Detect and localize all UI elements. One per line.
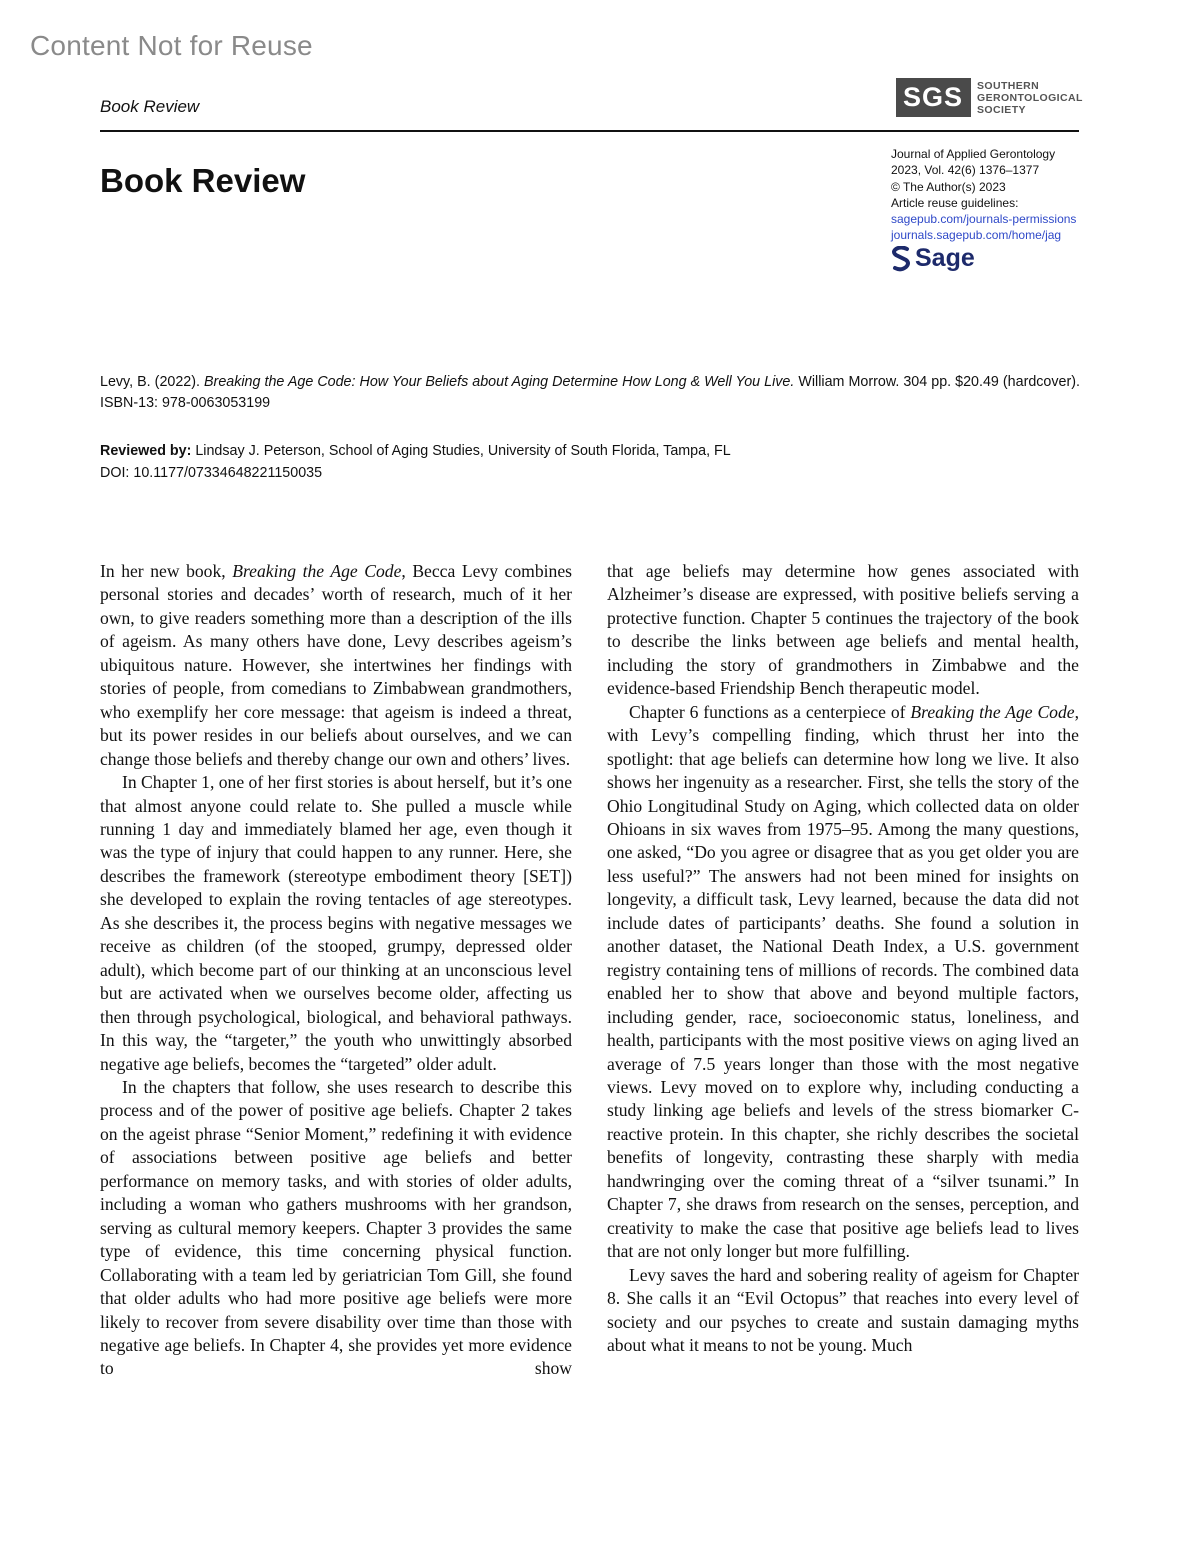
paragraph-1-text-b: , Becca Levy combines personal stories and decades’ worth of research, much of it her own, to give readers something more than a description of the ills of ageism. As many others have done, Levy describes ageism’s ubiquitous nature. However, she intertwines her findings with stories of people, from comedians to Zimbabwean grandmothers, who exemplify her core message: that ageism is indeed a threat, but its power resides in our beliefs about ourselves, and we can change those beliefs and thereby change our own and others’ lives. <box>100 561 572 769</box>
watermark-text: Content Not for Reuse <box>30 30 313 61</box>
header-rule <box>100 130 1079 132</box>
society-logo-line2: GERONTOLOGICAL <box>977 91 1083 104</box>
journal-name: Journal of Applied Gerontology <box>891 147 1056 161</box>
doi[interactable]: DOI: 10.1177/07334648221150035 <box>100 465 323 481</box>
reviewer-label: Reviewed by: <box>100 443 192 459</box>
sage-s-icon <box>891 246 911 272</box>
paragraph-3-continued: that age beliefs may determine how genes associated with Alzheimer’s disease are expressed, with positive beliefs serving a protective function. Chapter 5 continues the trajectory of the book to describe the links between age beliefs and mental health, including the story of grandmothers in Zimbabwe and the evidence-based Friendship Bench therapeutic model. <box>607 561 1079 699</box>
reviewer-name: Lindsay J. Peterson, School of Aging Studies, University of South Florida, Tampa, FL <box>191 443 731 459</box>
society-logo-line1: SOUTHERN <box>977 79 1040 92</box>
paragraph-3-start: In the chapters that follow, she uses research to describe this process and of the power of positive age beliefs. Chapter 2 takes on the ageist phrase “Senior Moment,” redefining it with evidence of associations between positive age beliefs and better performance on memory tasks, and with stories of older adults, including a woman who gathers mushrooms with her grandson, serving as cultural memory keepers. Chapter 3 provides the same type of evidence, this time concerning physical function. Collaborating with a team led by geriatrician Tom Gill, she found that older adults who had more positive age beliefs were more likely to recover from severe disability over time than those with negative age beliefs. In Chapter 4, she provides yet more evidence to show <box>100 1076 572 1379</box>
body-column-right <box>607 560 1079 1357</box>
paragraph-5: Levy saves the hard and sobering reality of ageism for Chapter 8. She calls it an “Evil Octopus” that reaches into every level of society and our psyches to create and sustain damaging myths about what it means to not be young. Much <box>607 1264 1079 1355</box>
journal-info <box>891 146 1076 244</box>
citation-book-title: Breaking the Age Code: How Your Beliefs about Aging Determine How Long & Well You Live. <box>204 374 795 390</box>
paragraph-2: In Chapter 1, one of her first stories is about herself, but it’s one that almost anyone could relate to. She pulled a muscle while running 1 day and immediately blamed her age, even though it was the type of injury that could happen to any runner. Here, she describes the framework (stereotype embodiment theory [SET]) she developed to explain the roving tentacles of age stereotypes. As she describes it, the process begins with negative messages we receive as children (of the stooped, grumpy, depressed older adult), which become part of our thinking at an unconscious level but are activated when we ourselves become older, affecting us then through psychological, biological, and behavioral pathways. In this way, the “targeter,” the youth who unwittingly absorbed negative age beliefs, becomes the “targeted” older adult. <box>100 772 573 1074</box>
paragraph-1 <box>100 560 572 771</box>
society-logo-line3: SOCIETY <box>977 103 1026 116</box>
book-citation <box>100 372 1080 414</box>
journal-reuse-label: Article reuse guidelines: <box>891 195 1019 210</box>
society-logo-abbr: SGS <box>896 78 971 117</box>
paragraph-4-text-b: , with Levy’s compelling finding, which thrust her into the spotlight: that age beliefs can determine how long we live. It also shows her ingenuity as a researcher. First, she tells the story of the Ohio Longitudinal Study on Aging, which collected data on older Ohioans in six waves from 1975–95. Among the many questions, one asked, “Do you agree or disagree that as you get older you are less useful?” The answers had not been mined for insights on longevity, a difficult task, Levy learned, because the data did not include dates of participants’ deaths. She found a solution in another dataset, the National Death Index, a U.S. government registry containing tens of millions of records. The combined data enabled her to show that above and beyond multiple factors, including gender, race, socioeconomic status, loneliness, and health, participants with the most positive views on aging lived an average of 7.5 years longer than those with the most negative views. Levy moved on to explore why, including conducting a study linking age beliefs and levels of the stress biomarker C-reactive protein. In this chapter, she richly describes the societal benefits of longevity, contrasting these sharply with media handwringing over the coming threat of a “silver tsunami.” In Chapter 7, she draws from research on the senses, perception, and creativity to make the case that positive age beliefs lead to lives that are not only longer but more fulfilling. <box>607 701 1079 1262</box>
paragraph-4-text-a: Chapter 6 functions as a centerpiece of <box>629 701 911 722</box>
journal-home-link[interactable]: journals.sagepub.com/home/jag <box>891 228 1062 243</box>
paragraph-4 <box>607 701 1079 1264</box>
journal-volume: 2023, Vol. 42(6) 1376–1377 <box>891 163 1040 178</box>
citation-author: Levy, B. (2022). <box>100 374 205 390</box>
body-column-left <box>100 560 572 1381</box>
article-title: Book Review <box>100 162 306 199</box>
reviewer-info <box>100 440 731 484</box>
publisher-logo <box>891 244 975 273</box>
society-logo <box>896 78 1083 117</box>
permissions-link[interactable]: sagepub.com/journals-permissions <box>891 212 1077 227</box>
society-logo-name <box>977 80 1083 116</box>
citation-publisher: William Morrow. 304 pp. $20.49 (hardcover). ISBN-13: 978-0063053199 <box>100 374 1080 411</box>
paragraph-1-book-title: Breaking the Age Code <box>232 561 402 581</box>
journal-copyright: © The Author(s) 2023 <box>891 179 1006 194</box>
paragraph-1-text-a: In her new book, <box>100 561 233 581</box>
publisher-logo-text: Sage <box>915 244 975 272</box>
running-head: Book Review <box>100 97 200 116</box>
paragraph-4-book-title: Breaking the Age Code <box>910 701 1075 722</box>
